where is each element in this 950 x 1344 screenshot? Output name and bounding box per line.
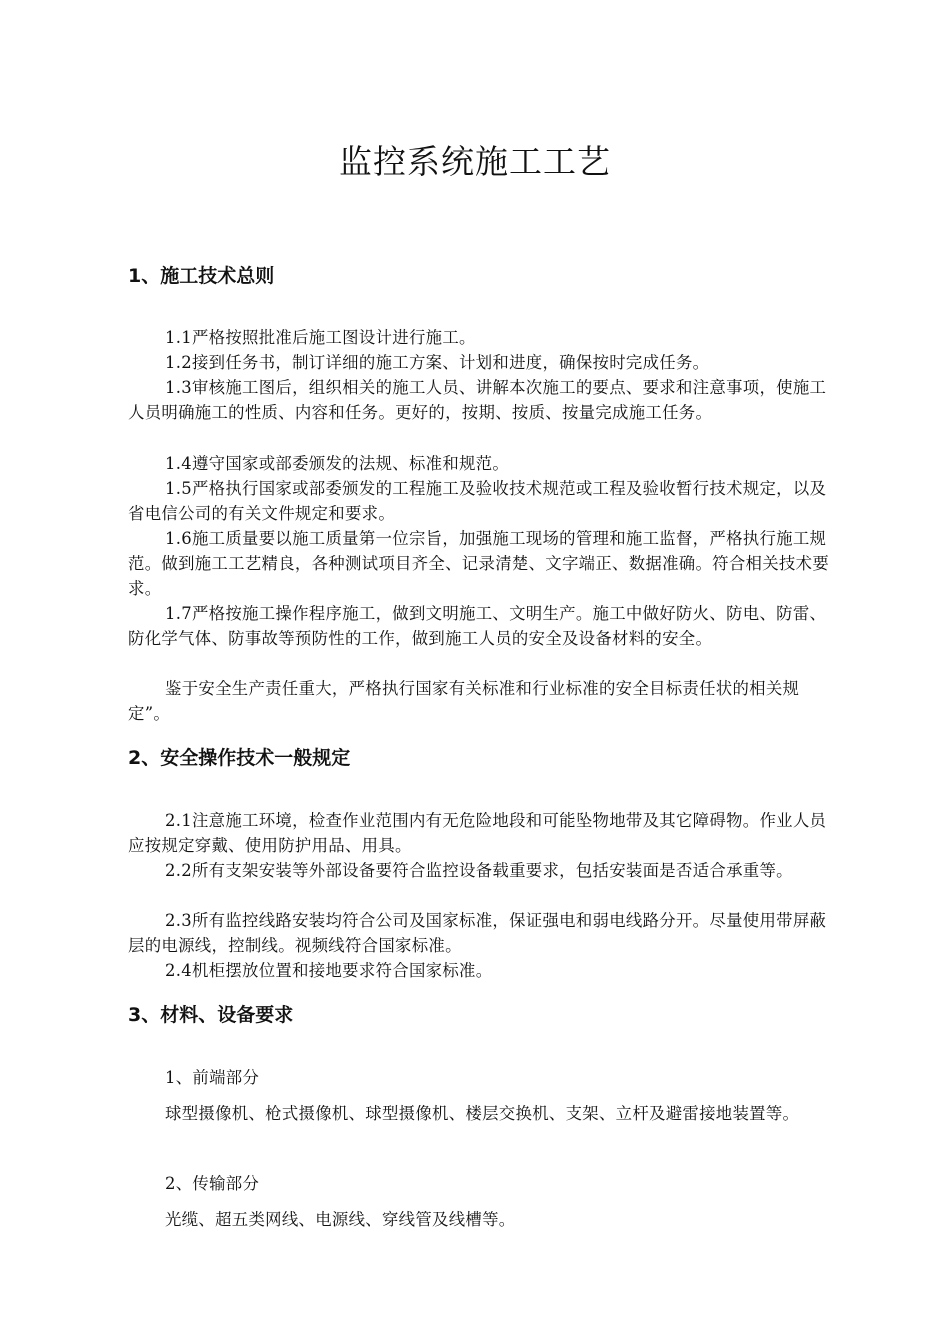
paragraph-1-3: 1.3审核施工图后，组织相关的施工人员、讲解本次施工的要点、要求和注意事项，使施工人员明确施工的性质、内容和任务。更好的，按期、按质、按量完成施工任务。 [128, 378, 827, 422]
paragraph-1-1: 1.1严格按照批准后施工图设计进行施工。 [165, 328, 476, 347]
paragraph-1-2: 1.2接到任务书，制订详细的施工方案、计划和进度，确保按时完成任务。 [165, 353, 710, 372]
paragraph-1-8: 鉴于安全生产责任重大，严格执行国家有关标准和行业标准的安全目标责任状的相关规定”。 [128, 679, 800, 723]
paragraph-2-3: 2.3所有监控线路安装均符合公司及国家标准，保证强电和弱电线路分开。尽量使用带屏蔽层的电源线，控制线。视频线符合国家标准。 [128, 911, 827, 955]
paragraph-3-1: 球型摄像机、枪式摄像机、球型摄像机、楼层交换机、支架、立杆及避雷接地装置等。 [165, 1104, 800, 1123]
section-heading-1: 1、施工技术总则 [128, 265, 275, 287]
paragraph-1-5: 1.5严格执行国家或部委颁发的工程施工及验收技术规范或工程及验收暂行技术规定，以及省电信公司的有关文件规定和要求。 [128, 479, 827, 523]
paragraph-2-4: 2.4机柜摆放位置和接地要求符合国家标准。 [165, 961, 493, 980]
paragraph-1-7: 1.7严格按施工操作程序施工，做到文明施工、文明生产。施工中做好防火、防电、防雷、防化学气体、防事故等预防性的工作，做到施工人员的安全及设备材料的安全。 [128, 604, 827, 648]
section-heading-3: 3、材料、设备要求 [128, 1004, 294, 1026]
section-heading-2: 2、安全操作技术一般规定 [128, 747, 351, 769]
paragraph-3-2: 光缆、超五类网线、电源线、穿线管及线槽等。 [165, 1210, 516, 1229]
subheading-front-end: 1、前端部分 [165, 1068, 260, 1087]
paragraph-2-1: 2.1注意施工环境，检查作业范围内有无危险地段和可能坠物地带及其它障碍物。作业人员应按规定穿戴、使用防护用品、用具。 [128, 811, 827, 855]
paragraph-1-4: 1.4遵守国家或部委颁发的法规、标准和规范。 [165, 454, 510, 473]
paragraph-2-2: 2.2所有支架安装等外部设备要符合监控设备载重要求，包括安装面是否适合承重等。 [165, 861, 793, 880]
subheading-transmission: 2、传输部分 [165, 1174, 260, 1193]
paragraph-1-6: 1.6施工质量要以施工质量第一位宗旨，加强施工现场的管理和施工监督，严格执行施工规范。做到施工工艺精良，各种测试项目齐全、记录清楚、文字端正、数据准确。符合相关技术要求。 [128, 529, 830, 598]
page-title: 监控系统施工工艺 [339, 142, 611, 181]
